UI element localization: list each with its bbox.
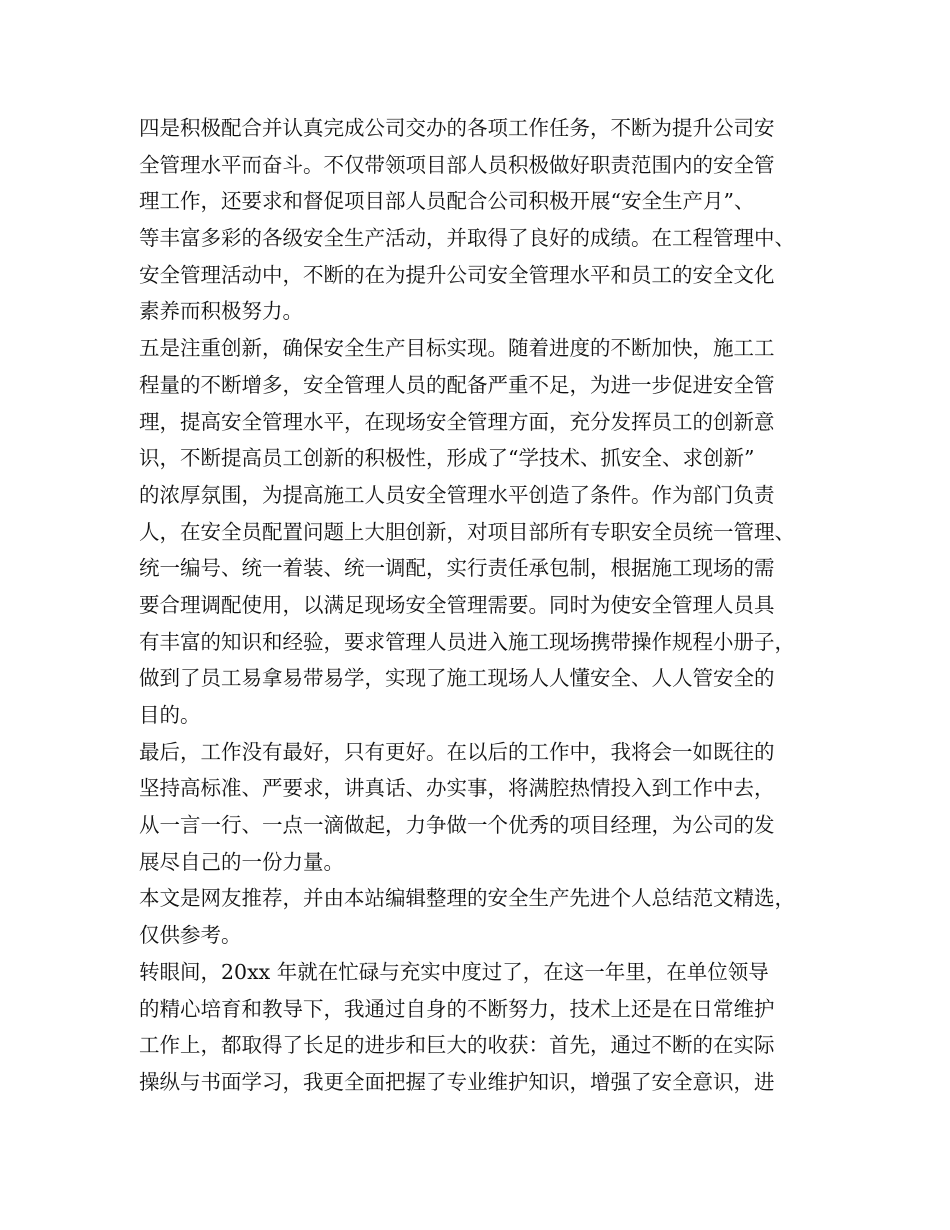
text-line: 安全管理活动中，不断的在为提升公司安全管理水平和员工的安全文化 — [139, 262, 775, 287]
text-line: 展尽自己的一份力量。 — [139, 849, 344, 874]
text-line: 理，提高安全管理水平，在现场安全管理方面，充分发挥员工的创新意 — [139, 409, 775, 434]
text-line: 识，不断提高员工创新的积极性，形成了“学技术、抓安全、求创新” — [139, 446, 755, 471]
text-line: 统一编号、统一着装、统一调配，实行责任承包制，根据施工现场的需 — [139, 556, 775, 581]
text-line: 从一言一行、一点一滴做起，力争做一个优秀的项目经理，为公司的发 — [139, 813, 775, 838]
text-line: 的精心培育和教导下，我通过自身的不断努力，技术上还是在日常维护 — [139, 996, 775, 1021]
text-line: 的浓厚氛围，为提高施工人员安全管理水平创造了条件。作为部门负责 — [139, 482, 775, 507]
text-line: 要合理调配使用，以满足现场安全管理需要。同时为使安全管理人员具 — [139, 592, 775, 617]
text-line: 素养而积极努力。 — [139, 299, 303, 324]
text-line: 程量的不断增多，安全管理人员的配备严重不足，为进一步促进安全管 — [139, 372, 775, 397]
text-line: 工作上，都取得了长足的进步和巨大的收获：首先，通过不断的在实际 — [139, 1033, 775, 1058]
text-line: 四是积极配合并认真完成公司交办的各项工作任务，不断为提升公司安 — [139, 116, 775, 140]
text-line: 理工作，还要求和督促项目部人员配合公司积极开展“安全生产月”、 — [139, 189, 755, 214]
text-line: 等丰富多彩的各级安全生产活动，并取得了良好的成绩。在工程管理中、 — [139, 226, 795, 251]
text-line: 操纵与书面学习，我更全面把握了专业维护知识，增强了安全意识，进 — [139, 1069, 775, 1094]
text-line: 最后，工作没有最好，只有更好。在以后的工作中，我将会一如既往的 — [139, 739, 775, 764]
text-line: 坚持高标准、严要求，讲真话、办实事，将满腔热情投入到工作中去， — [139, 776, 775, 801]
text-line: 目的。 — [139, 703, 201, 727]
text-line: 本文是网友推荐，并由本站编辑整理的安全生产先进个人总结范文精选， — [139, 886, 795, 911]
text-line: 五是注重创新，确保安全生产目标实现。随着进度的不断加快，施工工 — [139, 336, 775, 361]
text-line: 有丰富的知识和经验，要求管理人员进入施工现场携带操作规程小册子， — [139, 629, 795, 654]
text-line: 做到了员工易拿易带易学，实现了施工现场人人懂安全、人人管安全的 — [139, 666, 775, 691]
body-text — [139, 110, 829, 1101]
text-line: 全管理水平而奋斗。不仅带领项目部人员积极做好职责范围内的安全管 — [139, 152, 775, 177]
text-line: 人，在安全员配置问题上大胆创新，对项目部所有专职安全员统一管理、 — [139, 519, 795, 544]
text-line: 转眼间，20xx 年就在忙碌与充实中度过了，在这一年里，在单位领导 — [139, 959, 769, 984]
text-line: 仅供参考。 — [139, 923, 242, 948]
